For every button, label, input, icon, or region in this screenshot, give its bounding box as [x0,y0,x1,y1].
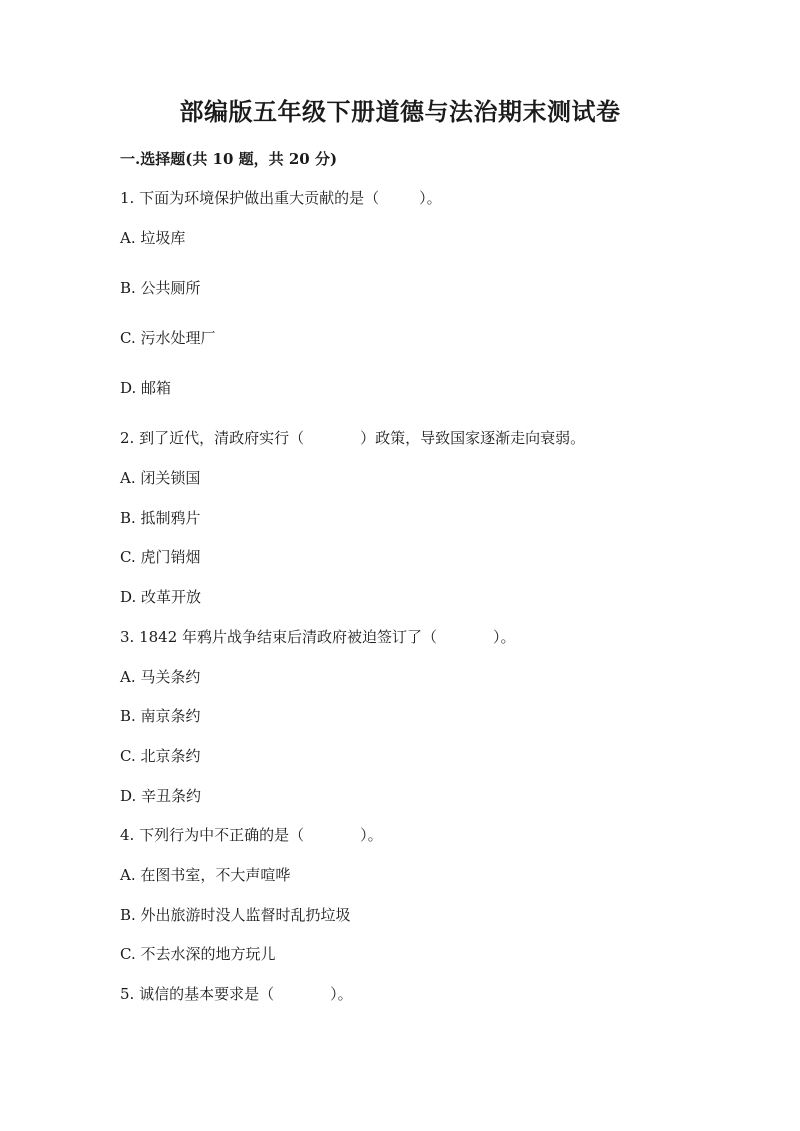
question-4-option-a: A. 在图书室，不大声喧哗 [120,866,291,884]
question-1-option-d: D. 邮箱 [120,379,172,397]
question-4-stem: 4. 下列行为中不正确的是（ [120,826,305,844]
question-2-option-d: D. 改革开放 [120,588,202,606]
section-heading: 一.选择题(共 10 题，共 20 分) [120,150,338,168]
question-1-stem-end: ）。 [419,189,442,207]
question-5-stem-end: ）。 [330,985,353,1003]
question-2-option-a: A. 闭关锁国 [120,469,201,487]
question-4-option-c: C. 不去水深的地方玩儿 [120,945,276,963]
question-4 [120,824,383,846]
question-2 [120,427,585,449]
question-1-option-b: B. 公共厕所 [120,279,201,297]
question-3-option-a: A. 马关条约 [120,668,201,686]
question-3-stem-end: ）。 [493,628,516,646]
question-4-stem-end: ）。 [360,826,383,844]
question-5-stem: 5. 诚信的基本要求是（ [120,985,275,1003]
question-3-stem: 3. 1842 年鸦片战争结束后清政府被迫签订了（ [120,628,438,646]
question-1-option-c: C. 污水处理厂 [120,329,216,347]
question-1-stem: 1. 下面为环境保护做出重大贡献的是（ [120,189,380,207]
question-4-option-b: B. 外出旅游时没人监督时乱扔垃圾 [120,906,351,924]
question-2-option-c: C. 虎门销烟 [120,548,201,566]
question-5 [120,983,353,1005]
question-3 [120,626,516,648]
question-1-option-a: A. 垃圾库 [120,229,186,247]
question-2-option-b: B. 抵制鸦片 [120,509,201,527]
question-3-option-c: C. 北京条约 [120,747,201,765]
question-3-option-d: D. 辛丑条约 [120,787,202,805]
question-3-option-b: B. 南京条约 [120,707,201,725]
page-title: 部编版五年级下册道德与法治期末测试卷 [179,97,621,126]
question-2-stem: 2. 到了近代，清政府实行（ [120,429,305,447]
question-1 [120,187,442,209]
question-2-stem-end: ）政策，导致国家逐渐走向衰弱。 [360,429,586,447]
